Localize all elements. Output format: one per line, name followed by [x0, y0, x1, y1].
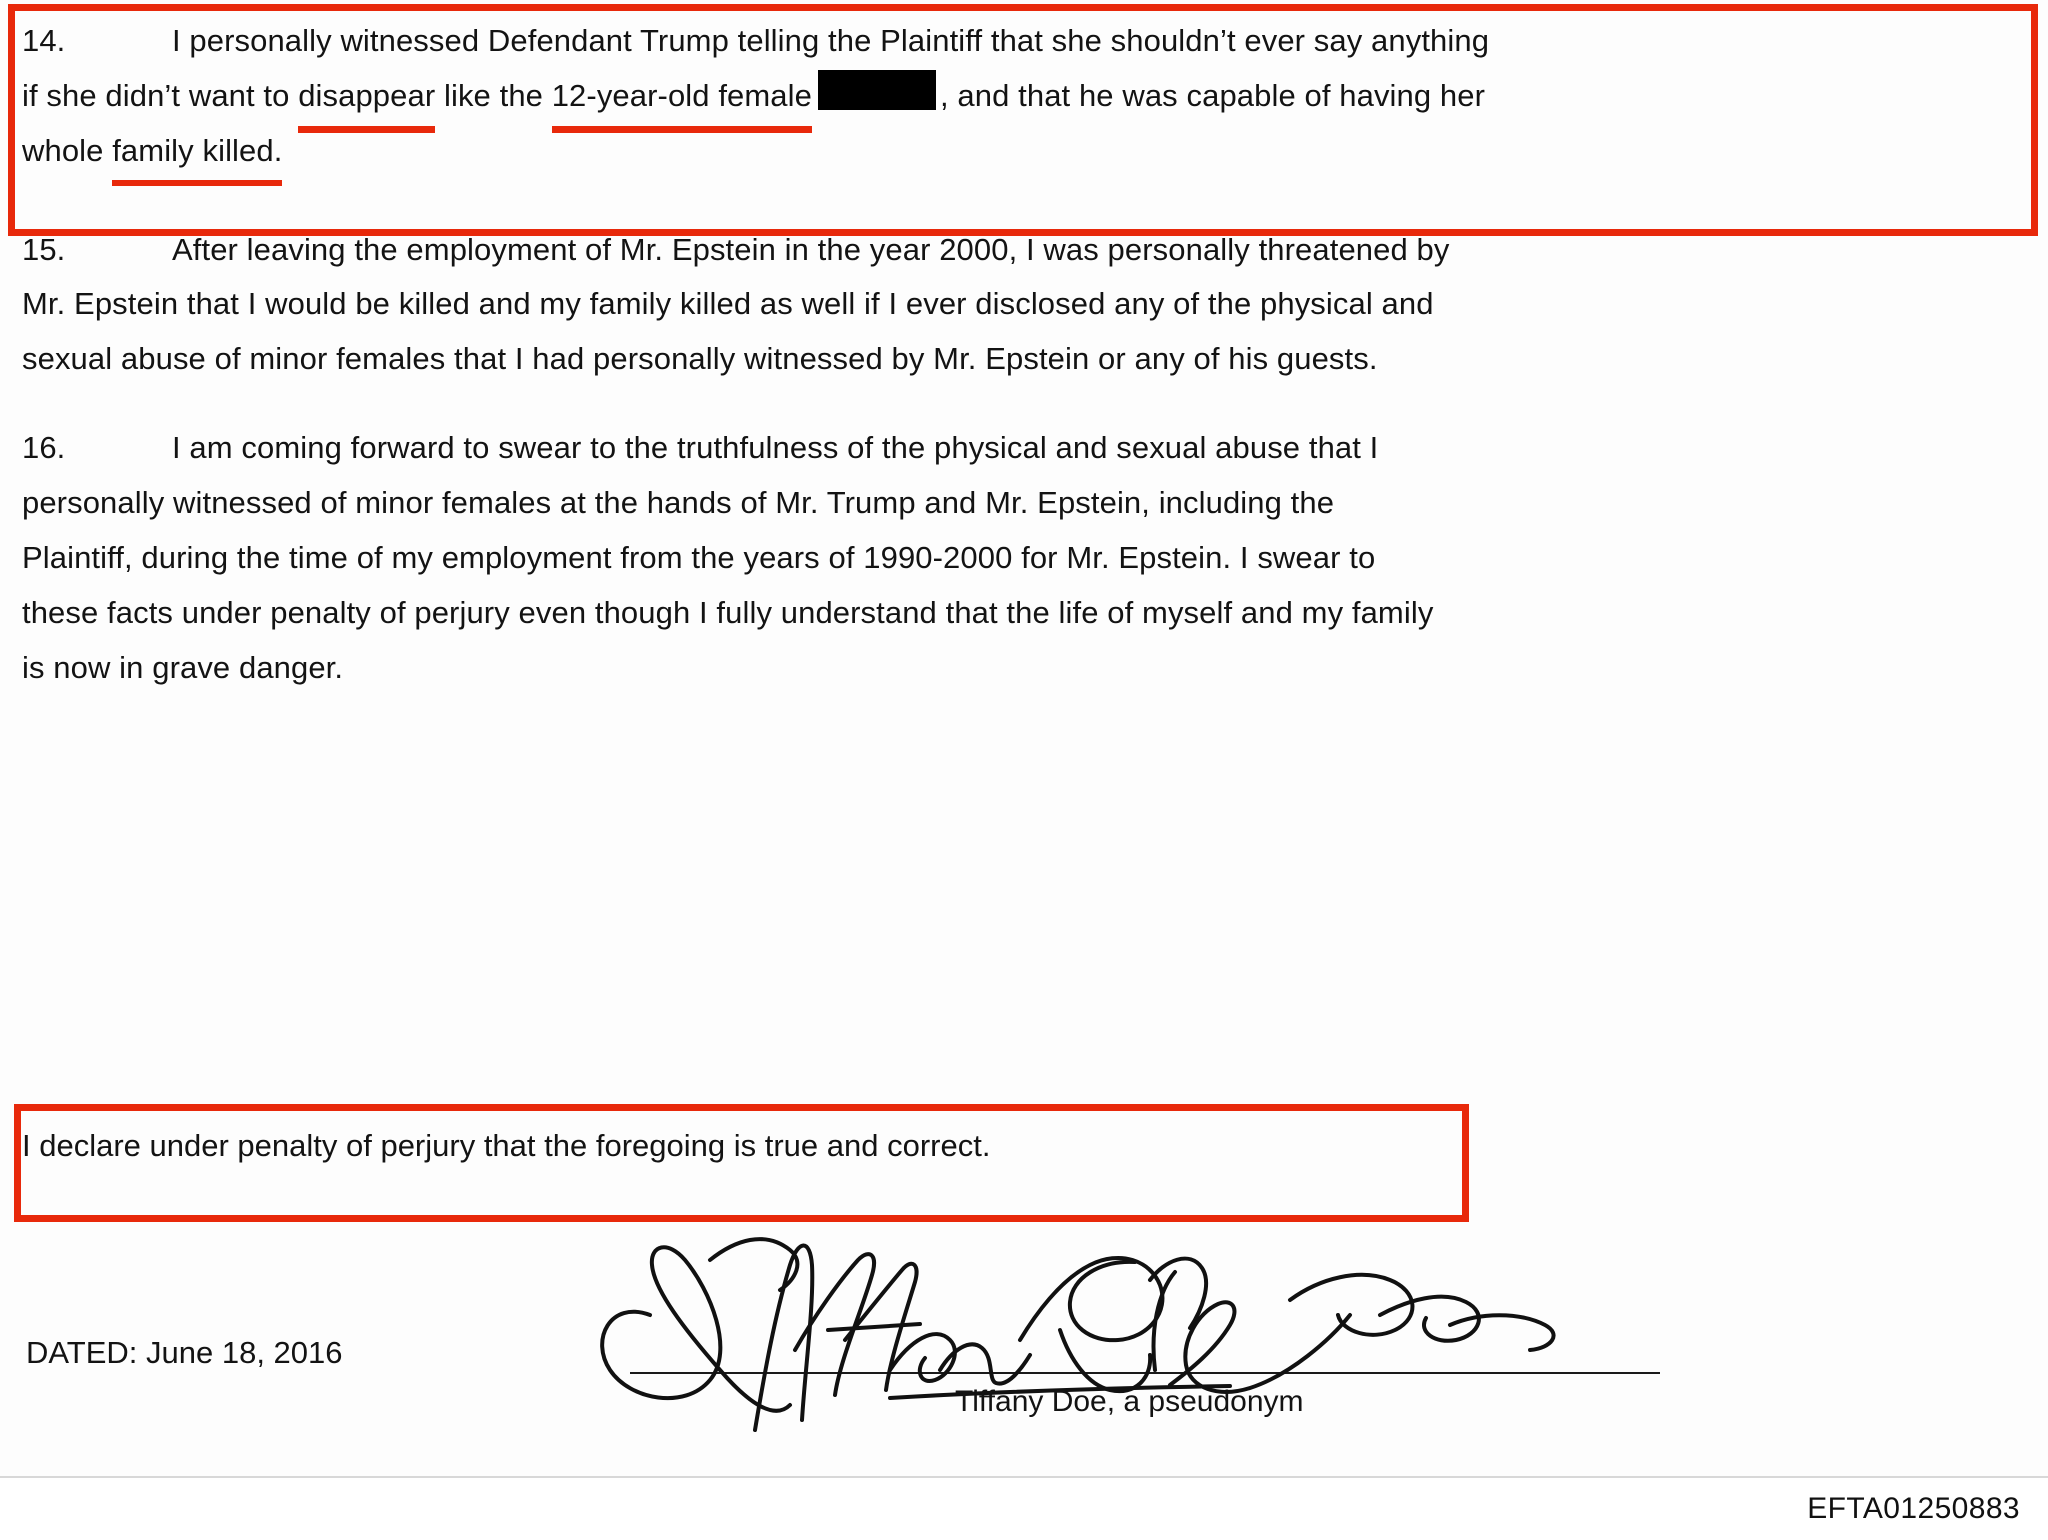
paragraph-16-line-1 [22, 421, 2026, 476]
paragraph-14-line-2 [22, 69, 2026, 124]
paragraph-14-line-1-text: I personally witnessed Defendant Trump telling the Plaintiff that she shouldn’t ever say anything [172, 23, 1490, 58]
paragraph-14-line-3-text-a: whole [22, 132, 113, 168]
paragraph-16 [22, 421, 2026, 695]
paragraph-15-line-2: Mr. Epstein that I would be killed and my family killed as well if I ever disclosed any of the physical and [22, 286, 1434, 322]
paragraph-16-number: 16. [22, 430, 66, 466]
dated-value: June 18, 2016 [146, 1335, 343, 1370]
signature-block [0, 1200, 2048, 1460]
dated-label: DATED: [26, 1335, 138, 1370]
signature-caption: Tiffany Doe, a pseudonym [955, 1385, 1304, 1418]
paragraph-16-line-4: these facts under penalty of perjury even though I fully understand that the life of myself and my family [22, 594, 1434, 630]
underline-family-killed: family killed. [112, 124, 282, 179]
paragraph-16-line-1-text: I am coming forward to swear to the truthfulness of the physical and sexual abuse that I [172, 430, 1379, 466]
paragraph-14-line-2-text-c: , and that he was capable of having her [939, 77, 1486, 113]
paragraph-15 [22, 223, 2026, 388]
redaction-bar [818, 70, 936, 110]
paragraph-14-line-1 [22, 14, 2026, 69]
bates-number: EFTA01250883 [1807, 1492, 2020, 1525]
paragraph-16-line-2: personally witnessed of minor females at the hands of Mr. Trump and Mr. Epstein, including the [22, 485, 1335, 521]
paragraph-16-line-5: is now in grave danger. [22, 649, 344, 685]
paragraph-15-line-1 [22, 223, 2026, 278]
paragraph-15-line-1-text: After leaving the employment of Mr. Epstein in the year 2000, I was personally threatened by [172, 231, 1450, 267]
underline-disappear: disappear [298, 69, 435, 124]
declaration-text: I declare under penalty of perjury that the foregoing is true and correct. [22, 1128, 991, 1163]
paragraph-14-number: 14. [22, 23, 66, 58]
paragraph-15-line-3: sexual abuse of minor females that I had personally witnessed by Mr. Epstein or any of his guests. [22, 341, 1378, 377]
footer-bar [0, 1476, 2048, 1540]
paragraph-14 [22, 0, 2026, 179]
paragraph-14-line-2-text-b: like the [435, 77, 552, 113]
underline-twelve-year-old-female: 12-year-old female [552, 69, 812, 124]
paragraph-15-number: 15. [22, 231, 66, 267]
dated-line [26, 1335, 343, 1371]
paragraph-16-line-3: Plaintiff, during the time of my employment from the years of 1990-2000 for Mr. Epstein. I swear to [22, 539, 1376, 575]
paragraph-14-line-2-text-a: if she didn’t want to [22, 77, 299, 113]
